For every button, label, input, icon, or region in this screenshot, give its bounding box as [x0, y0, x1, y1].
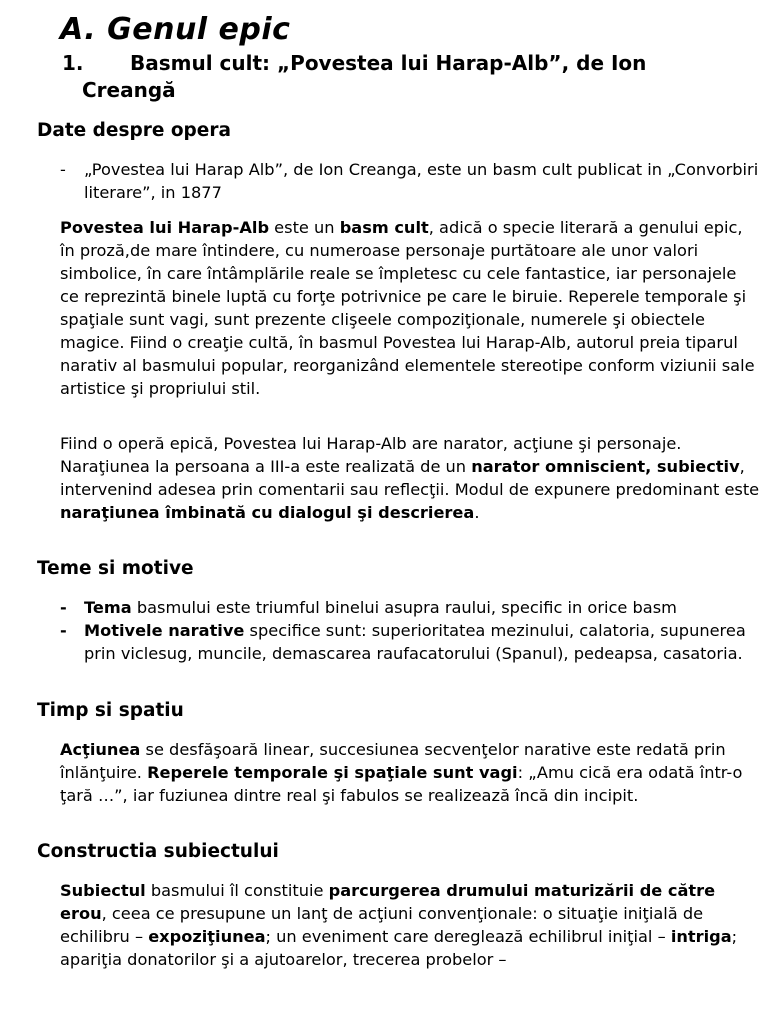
bold-text: narator omniscient, subiectiv: [471, 457, 740, 476]
sub-heading-line2: Creangă: [82, 78, 176, 102]
section-title-constructia: Constructia subiectului: [37, 841, 279, 862]
list-item-date: [60, 158, 760, 204]
paragraph-definition: [60, 216, 760, 400]
text: ; apariţia donatorilor şi a ajutoarelor, trecerea probelor –: [60, 927, 738, 969]
text: basmului îl constituie: [145, 881, 329, 900]
bold-text: Motivele narative: [84, 621, 245, 640]
text: : „Amu cică era odată într-o ţară …”, iar fuziunea dintre real şi fabulos se realizează încă din incipit.: [60, 763, 743, 805]
paragraph-subiect: [60, 879, 760, 971]
paragraph-narator: [60, 432, 760, 524]
text: ; un eveniment care dereglează echilibrul iniţial –: [265, 927, 671, 946]
list-item-text: „Povestea lui Harap Alb”, de Ion Creanga, este un basm cult publicat in „Convorbiri literare”, in 1877: [84, 160, 759, 202]
list-item-text: [60, 619, 760, 665]
text: , adică o specie literară a genului epic, în proză,de mare întindere, cu numeroase personaje purtătoare ale unor valori simbolice, în care întâmplările reale se împletesc cu cele fantastice, iar personajele ce reprezintă binele luptă cu forţe potrivnice pe care le biruie. Reperele temporale şi spaţiale sunt vagi, sunt prezente clişeele compoziţionale, numerele şi obiectele magice. Fiind o creaţie cultă, în basmul Povestea lui Harap-Alb, autorul preia tiparul narativ al basmului popular, reorganizând elementele stereotipe conform viziunii sale artistice şi propriului stil.: [60, 218, 755, 398]
list-item-motive: [60, 619, 760, 665]
main-heading: A. Genul epic: [60, 12, 291, 47]
sub-heading-number: 1.: [62, 51, 84, 75]
dash-marker: -: [60, 621, 67, 640]
paragraph-timp: [60, 738, 760, 807]
sub-heading-line1: Basmul cult: „Povestea lui Harap-Alb”, de Ion: [130, 51, 647, 75]
text: , intervenind adesea prin comentarii sau reflecţii. Modul de expunere predominant este: [60, 457, 760, 499]
bold-text: Reperele temporale şi spaţiale sunt vagi: [147, 763, 518, 782]
text: Fiind o operă epică, Povestea lui Harap-Alb are narator, acţiune şi personaje. Naraţiunea la persoana a III-a este realizată de un: [60, 434, 682, 476]
bold-text: Tema: [84, 598, 132, 617]
list-item-tema: [60, 596, 760, 619]
sub-heading: [62, 50, 752, 104]
bold-text: basm cult: [339, 218, 429, 237]
bold-text: parcurgerea drumului maturizării de către erou: [60, 881, 716, 923]
bold-text: naraţiunea îmbinată cu dialogul şi descrierea: [60, 503, 475, 522]
dash-marker: -: [60, 598, 67, 617]
text: este un: [269, 218, 340, 237]
list-item-text: [60, 596, 760, 619]
dash-marker: -: [60, 160, 66, 179]
bold-text: Povestea lui Harap-Alb: [60, 218, 270, 237]
bold-text: Acţiunea: [60, 740, 141, 759]
text: .: [474, 503, 480, 522]
text: se desfăşoară linear, succesiunea secvenţelor narative este redată prin înlănţuire.: [60, 740, 726, 782]
text: basmului este triumful binelui asupra raului, specific in orice basm: [131, 598, 677, 617]
bold-text: intriga: [670, 927, 732, 946]
section-title-date: Date despre opera: [37, 120, 231, 141]
bold-text: expoziţiunea: [148, 927, 266, 946]
text: , ceea ce presupune un lanţ de acţiuni convenţionale: o situaţie iniţială de echilibru –: [60, 904, 704, 946]
section-title-timp: Timp si spatiu: [37, 700, 184, 721]
text: specifice sunt: superioritatea mezinului, calatoria, supunerea prin viclesug, muncile, demascarea raufacatorului (Spanul), pedeapsa, casatoria.: [84, 621, 746, 663]
section-title-teme: Teme si motive: [37, 558, 194, 579]
bold-text: Subiectul: [60, 881, 146, 900]
